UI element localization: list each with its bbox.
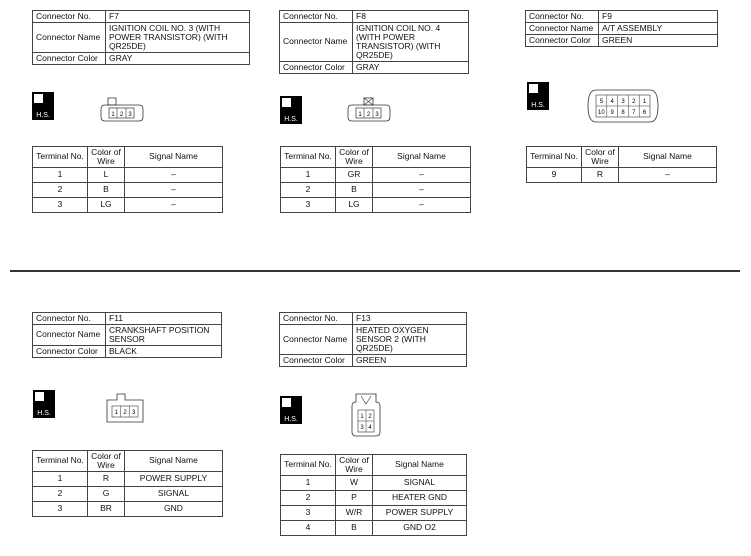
terminal-table [526, 146, 717, 183]
svg-text:1: 1 [360, 414, 364, 420]
connector-no-value: F11 [106, 313, 222, 325]
terminal-no-header: Terminal No. [281, 147, 336, 168]
svg-text:2: 2 [119, 112, 124, 118]
connector-color-label: Connector Color [280, 61, 353, 73]
svg-text:1: 1 [642, 99, 647, 105]
terminal-table-f8 [280, 146, 471, 213]
connector-name-value: CRANKSHAFT POSITION SENSOR [106, 324, 222, 345]
connector-f9 [525, 10, 718, 47]
table-row: 2 P HEATER GND [281, 490, 467, 505]
connector-f7 [32, 10, 250, 65]
connector-face-icon [100, 95, 144, 128]
connector-face-icon [105, 392, 145, 429]
connector-name-label: Connector Name [526, 22, 599, 34]
connector-no-value: F13 [353, 313, 467, 325]
connector-no-value: F8 [353, 11, 469, 23]
connector-info-table [32, 10, 250, 65]
svg-text:1: 1 [111, 112, 115, 118]
terminal-table-f7 [32, 146, 223, 213]
connector-color-value: GRAY [106, 52, 250, 64]
harness-side-icon [280, 396, 302, 424]
harness-side-icon [32, 92, 54, 120]
connector-no-label: Connector No. [280, 313, 353, 325]
harness-side-icon [33, 390, 55, 418]
terminal-no-header: Terminal No. [281, 455, 336, 476]
wire-color-header: Color of Wire [582, 147, 619, 168]
svg-text:2: 2 [368, 414, 372, 420]
connector-no-value: F9 [599, 11, 718, 23]
table-row: 2 B – [33, 182, 223, 197]
table-row: 2 B – [281, 182, 471, 197]
svg-text:H.S.: H.S. [36, 112, 50, 119]
connector-face-icon [586, 88, 660, 129]
table-row: 9 R – [527, 167, 717, 182]
signal-name-header: Signal Name [125, 451, 223, 472]
connector-info-table [525, 10, 718, 47]
svg-text:4: 4 [368, 425, 372, 431]
signal-name-header: Signal Name [125, 147, 223, 168]
svg-text:2: 2 [123, 410, 127, 416]
terminal-table-f13 [280, 454, 467, 536]
terminal-table [280, 146, 471, 213]
svg-text:7: 7 [632, 110, 636, 116]
svg-text:4: 4 [610, 99, 614, 105]
table-row: 3 LG – [33, 197, 223, 212]
connector-no-label: Connector No. [33, 313, 106, 325]
svg-text:H.S.: H.S. [37, 410, 51, 417]
connector-info-table [279, 10, 469, 74]
connector-face-icon [351, 392, 381, 443]
connector-color-label: Connector Color [280, 354, 353, 366]
connector-face-icon [347, 95, 391, 128]
table-row: 3 W/R POWER SUPPLY [281, 505, 467, 520]
connector-info-table [32, 312, 222, 358]
connector-info-table [279, 312, 467, 367]
svg-text:6: 6 [642, 110, 647, 116]
harness-side-icon [527, 82, 549, 110]
connector-color-label: Connector Color [33, 52, 106, 64]
connector-name-label: Connector Name [280, 22, 353, 61]
connector-name-value: A/T ASSEMBLY [599, 22, 718, 34]
table-row: 2 G SIGNAL [33, 486, 223, 501]
terminal-no-header: Terminal No. [33, 451, 88, 472]
svg-text:3: 3 [375, 112, 379, 118]
svg-text:3: 3 [128, 112, 132, 118]
signal-name-header: Signal Name [619, 147, 717, 168]
signal-name-header: Signal Name [373, 147, 471, 168]
svg-text:H.S.: H.S. [284, 416, 298, 423]
connector-f13 [279, 312, 467, 367]
wire-color-header: Color of Wire [88, 451, 125, 472]
svg-text:H.S.: H.S. [284, 116, 298, 123]
connector-no-label: Connector No. [526, 11, 599, 23]
wire-color-header: Color of Wire [336, 455, 373, 476]
connector-f8 [279, 10, 469, 74]
table-row: 1 R POWER SUPPLY [33, 471, 223, 486]
terminal-table [280, 454, 467, 536]
table-row: 1 W SIGNAL [281, 475, 467, 490]
terminal-no-header: Terminal No. [33, 147, 88, 168]
connector-color-value: GRAY [353, 61, 469, 73]
connector-name-label: Connector Name [33, 324, 106, 345]
svg-text:5: 5 [599, 99, 604, 105]
table-row: 1 L – [33, 167, 223, 182]
svg-text:1: 1 [358, 112, 362, 118]
connector-color-value: GREEN [599, 34, 718, 46]
svg-text:3: 3 [360, 425, 364, 431]
wire-color-header: Color of Wire [336, 147, 373, 168]
svg-text:H.S.: H.S. [531, 102, 545, 109]
connector-color-value: BLACK [106, 345, 222, 357]
connector-color-label: Connector Color [526, 34, 599, 46]
connector-name-value: IGNITION COIL NO. 3 (WITH POWER TRANSISTOR) (WITH QR25DE) [106, 22, 250, 52]
table-row: 3 LG – [281, 197, 471, 212]
terminal-table-f9 [526, 146, 717, 183]
connector-no-label: Connector No. [280, 11, 353, 23]
connector-name-value: IGNITION COIL NO. 4 (WITH POWER TRANSISTOR) (WITH QR25DE) [353, 22, 469, 61]
svg-text:2: 2 [632, 99, 636, 105]
svg-text:8: 8 [621, 110, 625, 116]
signal-name-header: Signal Name [373, 455, 467, 476]
svg-text:9: 9 [610, 110, 614, 116]
wire-color-header: Color of Wire [88, 147, 125, 168]
section-divider [10, 270, 740, 272]
svg-text:3: 3 [621, 99, 625, 105]
connector-f11 [32, 312, 222, 358]
table-row: 3 BR GND [33, 501, 223, 516]
connector-color-value: GREEN [353, 354, 467, 366]
terminal-no-header: Terminal No. [527, 147, 582, 168]
terminal-table-f11 [32, 450, 223, 517]
svg-text:10: 10 [598, 110, 605, 116]
harness-side-icon [280, 96, 302, 124]
connector-name-label: Connector Name [280, 324, 353, 354]
table-row: 4 B GND O2 [281, 520, 467, 535]
connector-no-label: Connector No. [33, 11, 106, 23]
svg-text:1: 1 [114, 410, 118, 416]
connector-no-value: F7 [106, 11, 250, 23]
connector-color-label: Connector Color [33, 345, 106, 357]
svg-text:2: 2 [366, 112, 371, 118]
table-row: 1 GR – [281, 167, 471, 182]
connector-name-value: HEATED OXYGEN SENSOR 2 (WITH QR25DE) [353, 324, 467, 354]
terminal-table [32, 450, 223, 517]
connector-name-label: Connector Name [33, 22, 106, 52]
svg-text:3: 3 [132, 410, 136, 416]
terminal-table [32, 146, 223, 213]
